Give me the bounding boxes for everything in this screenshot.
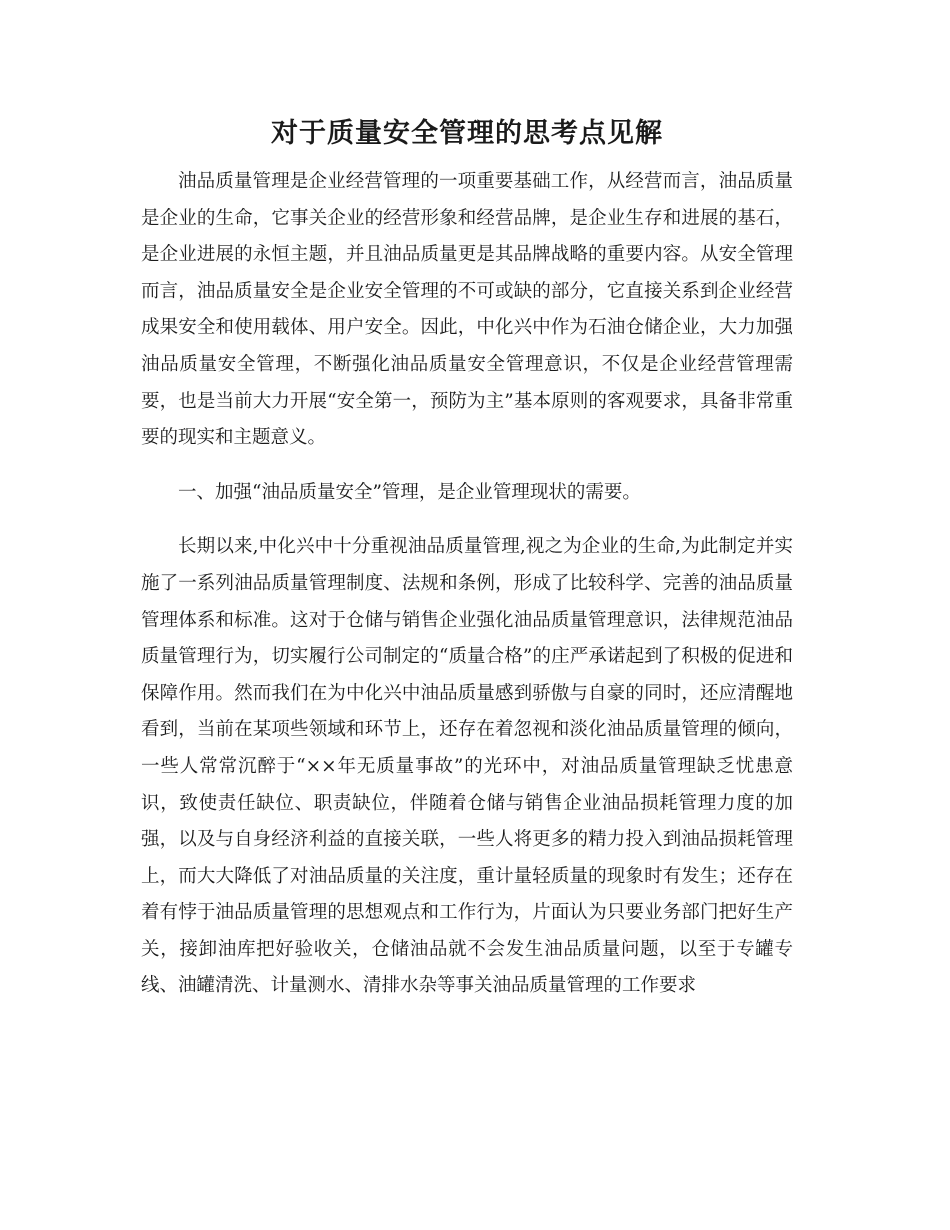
intro-paragraph: 油品质量管理是企业经营管理的一项重要基础工作，从经营而言，油品质量是企业的生命，它事关企业的经营形象和经营品牌，是企业生存和进展的基石，是企业进展的永恒主题，并且油品质量更是其品牌战略的重要内容。从安全管理而言，油品质量安全是企业安全管理的不可或缺的部分，它直接关系到企业经营成果安全和使用载体、用户安全。因此，中化兴中作为石油仓储企业，大力加强油品质量安全管理，不断强化油品质量安全管理意识，不仅是企业经营管理需要，也是当前大力开展“安全第一，预防为主”基本原则的客观要求，具备非常重要的现实和主题意义。	[141, 171, 793, 449]
section-paragraph: 长期以来,中化兴中十分重视油品质量管理,视之为企业的生命,为此制定并实施了一系列油品质量管理制度、法规和条例，形成了比较科学、完善的油品质量管理体系和标准。这对于仓储与销售企业强化油品质量管理意识，法律规范油品质量管理行为，切实履行公司制定的“质量合格”的庄严承诺起到了积极的促进和保障作用。然而我们在为中化兴中油品质量感到骄傲与自豪的同时，还应清醒地看到，当前在某项些领域和环节上，还存在着忽视和淡化油品质量管理的倾向，一些人常常沉醉于“××年无质量事故”的光环中，对油品质量管理缺乏忧患意识，致使责任缺位、职责缺位，伴随着仓储与销售企业油品损耗管理力度的加强，以及与自身经济利益的直接关联，一些人将更多的精力投入到油品损耗管理上，而大大降低了对油品质量的关注度，重计量轻质量的现象时有发生；还存在着有悖于油品质量管理的思想观点和工作行为，片面认为只要业务部门把好生产关，接卸油库把好验收关，仓储油品就不会发生油品质量问题，以至于专罐专线、油罐清洗、计量测水、清排水杂等事关油品质量管理的工作要求	[141, 536, 793, 997]
section-heading: 一、加强“油品质量安全”管理，是企业管理现状的需要。	[178, 481, 641, 503]
document-body	[141, 114, 793, 1005]
document-title: 对于质量安全管理的思考点见解	[271, 118, 663, 149]
